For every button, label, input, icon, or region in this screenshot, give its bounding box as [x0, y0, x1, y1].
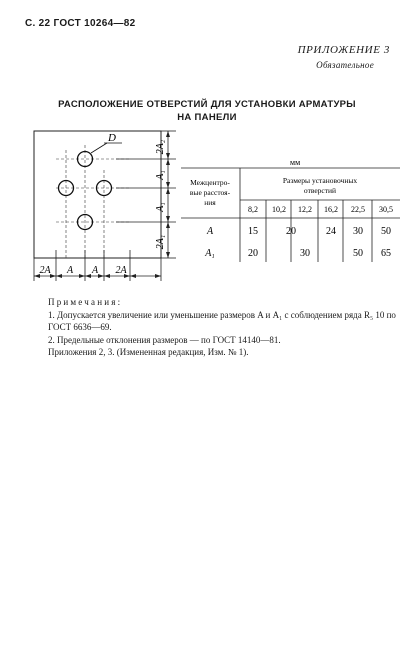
- title-line-1: РАСПОЛОЖЕНИЕ ОТВЕРСТИЙ ДЛЯ УСТАНОВКИ АРМАТУРЫ: [58, 99, 356, 110]
- dim-bottom-4: 2A: [115, 265, 127, 276]
- size-col-6: 30,5: [379, 205, 393, 214]
- row-a1-cell: 20: [248, 248, 258, 259]
- size-col-3: 12,2: [298, 205, 312, 214]
- row-a-label: A: [206, 226, 214, 237]
- dim-right-2: A₁: [155, 170, 166, 180]
- dimensions-table: [0, 0, 414, 300]
- note-1: 1. Допускается увеличение или уменьшение размеров A и A₁ с соблюдением ряда R₅ 10 по ГОСТ 6636—69.: [48, 309, 396, 332]
- notes-heading: Примечания:: [48, 297, 123, 307]
- size-col-1: 8,2: [248, 205, 258, 214]
- dim-right-3: A₁: [155, 202, 166, 212]
- svg-text:Размеры установочных: Размеры установочных: [282, 176, 358, 185]
- row-a1-label: A₁: [205, 248, 215, 259]
- page-header: С. 22 ГОСТ 10264—82: [25, 18, 136, 29]
- size-col-5: 22,5: [351, 205, 365, 214]
- row-a1-cell: 50: [353, 248, 363, 259]
- dim-right-4: 2A₁: [155, 234, 166, 250]
- size-col-2: 10,2: [272, 205, 286, 214]
- svg-text:вые расстоя-: вые расстоя-: [189, 188, 231, 197]
- dim-bottom-2: A: [66, 265, 74, 276]
- row-a-cell: 50: [381, 226, 391, 237]
- appendix-title: ПРИЛОЖЕНИЕ 3: [297, 44, 390, 56]
- row-header-line1: Межцентро-: [190, 178, 230, 187]
- dim-bottom-3: A: [91, 265, 99, 276]
- appendix-status: Обязательное: [316, 60, 374, 70]
- notes-block: [48, 296, 404, 359]
- row-a-cell: 30: [353, 226, 363, 237]
- note-2: 2. Предельные отклонения размеров — по ГОСТ 14140—81.: [48, 334, 281, 345]
- diameter-label: D: [108, 132, 116, 144]
- dim-right-1: 2A₂: [155, 139, 166, 155]
- note-3: Приложения 2, 3. (Измененная редакция, Изм. № 1).: [48, 347, 249, 357]
- table-unit: мм: [290, 158, 301, 167]
- svg-text:ния: ния: [204, 198, 216, 207]
- row-a-cell: 24: [326, 226, 336, 237]
- row-a1-cell: 30: [300, 248, 310, 259]
- dim-bottom-1: 2A: [39, 265, 51, 276]
- row-a-cell: 15: [248, 226, 258, 237]
- row-a-cell: 20: [286, 226, 296, 237]
- title-line-2: НА ПАНЕЛИ: [177, 112, 237, 123]
- svg-text:отверстий: отверстий: [303, 186, 337, 195]
- row-a1-cell: 65: [381, 248, 391, 259]
- size-col-4: 16,2: [324, 205, 338, 214]
